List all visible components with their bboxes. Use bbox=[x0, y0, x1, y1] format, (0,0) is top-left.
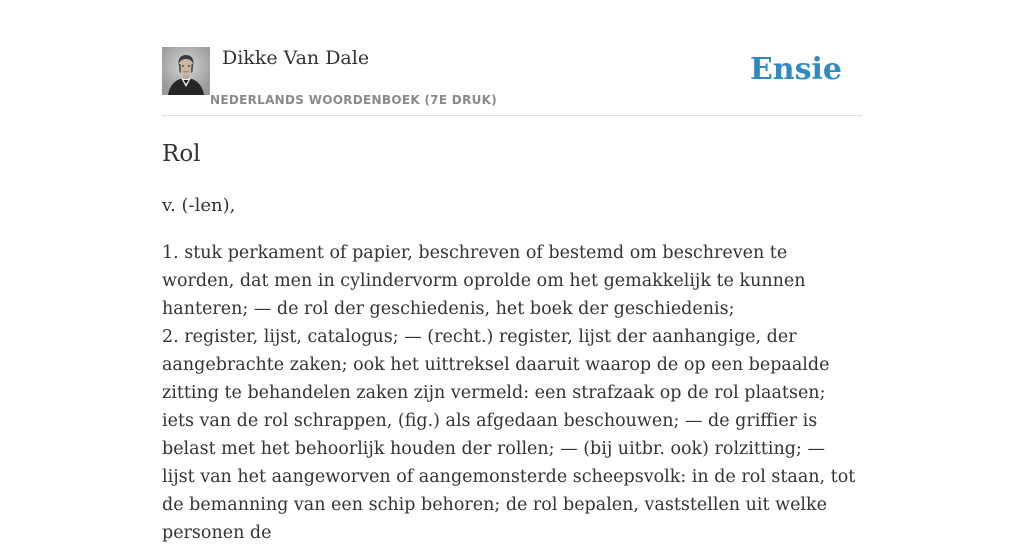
source-header bbox=[162, 0, 862, 116]
portrait-image bbox=[162, 47, 210, 95]
source-subtitle[interactable]: NEDERLANDS WOORDENBOEK (7E DRUK) bbox=[210, 93, 498, 107]
source-name[interactable]: Dikke Van Dale bbox=[222, 47, 370, 69]
entry-grammar: v. (-len), bbox=[162, 195, 236, 216]
ensie-logo[interactable]: Ensie bbox=[749, 52, 842, 87]
entry-term: Rol bbox=[162, 141, 201, 167]
content-container bbox=[162, 0, 862, 543]
definition-item: 1. stuk perkament of papier, beschreven of bestemd om beschreven te worden, dat men in cylindervorm oprolde om het gemakkelijk te kunnen hanteren; — de rol der geschiedenis, het boek der geschiedenis; bbox=[162, 243, 806, 319]
definition-item: 2. register, lijst, catalogus; — (recht.) register, lijst der aanhangige, der aangebrachte zaken; ook het uittreksel daaruit waarop de op een bepaalde zitting te behandelen zaken zijn vermeld: een strafzaak op de rol plaatsen; iets van de rol schrappen, (fig.) als afgedaan beschouwen; — de griffier is belast met het behoorlijk houden der rollen; — (bij uitbr. ook) rolzitting; — lijst van het aangeworven of aangemonsterde scheepsvolk: in de rol staan, tot de bemanning van een schip behoren; de rol bepalen, vaststellen uit welke personen de bbox=[162, 327, 856, 543]
source-avatar[interactable] bbox=[162, 47, 210, 95]
entry-definition bbox=[162, 239, 862, 547]
